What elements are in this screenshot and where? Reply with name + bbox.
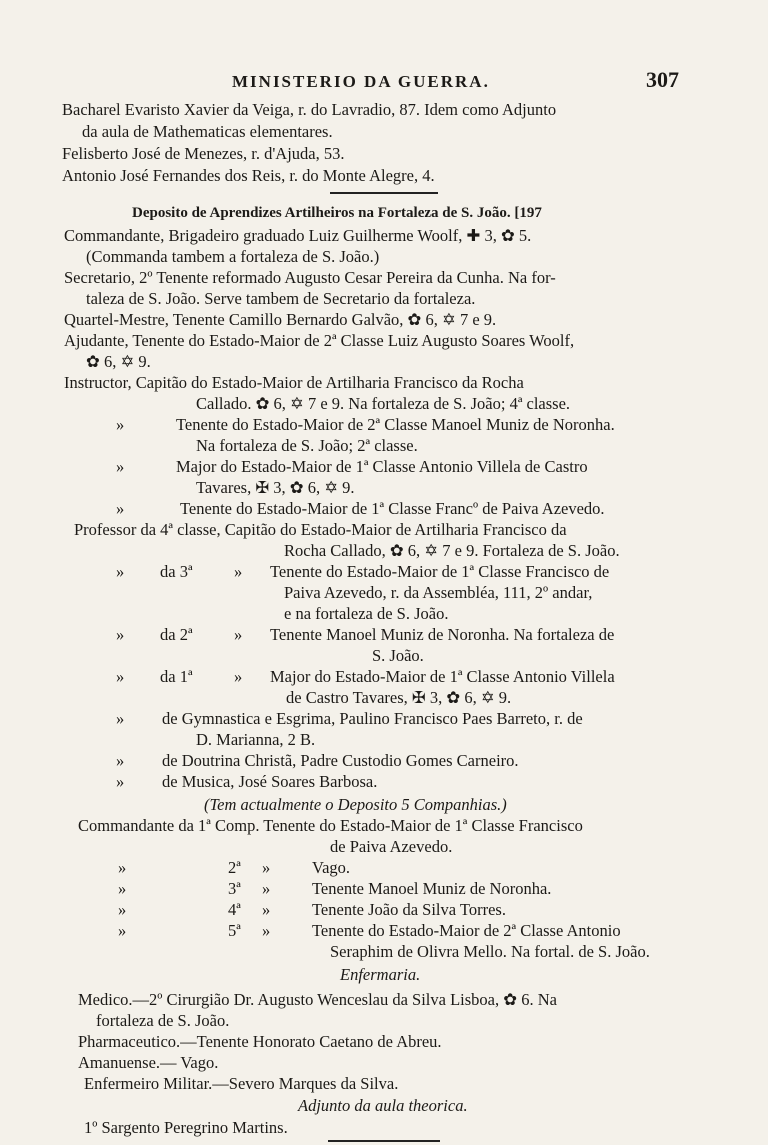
text-line: Rocha Callado, ✿ 6, ✡ 7 e 9. Fortaleza de S. João. [284,541,620,560]
section-heading: Deposito de Aprendizes Artilheiros na Fortaleza de S. João. [197 [132,205,542,221]
ditto-mark: » [234,562,243,581]
text-line: Enfermeiro Militar.—Severo Marques da Silva. [84,1074,399,1093]
text-line: Pharmaceutico.—Tenente Honorato Caetano de Abreu. [78,1032,442,1051]
text-line: ✿ 6, ✡ 9. [86,352,151,371]
text-line: fortaleza de S. João. [96,1011,230,1030]
text-line: de Musica, José Soares Barbosa. [162,772,378,791]
class-label: da 1ª [160,667,193,686]
company-label: 4ª [228,900,241,919]
page-header-title: MINISTERIO DA GUERRA. [232,72,490,91]
section-divider [330,192,438,194]
text-line: e na fortaleza de S. João. [284,604,449,623]
text-line: Seraphim de Olivra Mello. Na fortal. de S. João. [330,942,650,961]
text-line: Tenente Manoel Muniz de Noronha. [312,879,552,898]
ditto-mark: » [262,858,271,877]
text-line: Tenente do Estado-Maior de 2ª Classe Antonio [312,921,621,940]
text-line: Tenente do Estado-Maior de 1ª Classe Francº de Paiva Azevedo. [180,499,605,518]
page-number: 307 [646,67,679,92]
text-line: Tenente do Estado-Maior de 1ª Classe Francisco de [270,562,610,581]
text-line: de Castro Tavares, ✠ 3, ✿ 6, ✡ 9. [286,688,512,707]
text-line: Na fortaleza de S. João; 2ª classe. [196,436,418,455]
text-line: taleza de S. João. Serve tambem de Secretario da fortaleza. [86,289,476,308]
text-line: Quartel-Mestre, Tenente Camillo Bernardo Galvão, ✿ 6, ✡ 7 e 9. [64,310,497,329]
ditto-mark: » [262,879,271,898]
subsection-heading: Adjunto da aula theorica. [298,1096,468,1115]
text-line: Antonio José Fernandes dos Reis, r. do Monte Alegre, 4. [62,166,435,185]
text-line: de Doutrina Christã, Padre Custodio Gomes Carneiro. [162,751,519,770]
text-line: Professor da 4ª classe, Capitão do Estado-Maior de Artilharia Francisco da [74,520,567,539]
ditto-mark: » [116,751,125,770]
text-line: Commandante, Brigadeiro graduado Luiz Guilherme Woolf, ✚ 3, ✿ 5. [64,226,532,245]
text-line: S. João. [372,646,424,665]
ditto-mark: » [118,900,127,919]
text-line: Major do Estado-Maior de 1ª Classe Antonio Villela [270,667,615,686]
text-line: Callado. ✿ 6, ✡ 7 e 9. Na fortaleza de S. João; 4ª classe. [196,394,571,413]
ditto-mark: » [262,900,271,919]
text-line: Vago. [312,858,351,877]
text-line: Major do Estado-Maior de 1ª Classe Antonio Villela de Castro [176,457,588,476]
text-line: Medico.—2º Cirurgião Dr. Augusto Wenceslau da Silva Lisboa, ✿ 6. Na [78,990,557,1009]
ditto-mark: » [118,879,127,898]
class-label: da 3ª [160,562,193,581]
company-label: 5ª [228,921,241,940]
text-line: 1º Sargento Peregrino Martins. [84,1118,288,1137]
text-line: Tenente Manoel Muniz de Noronha. Na fortaleza de [270,625,615,644]
text-line: (Commanda tambem a fortaleza de S. João.) [86,247,380,266]
text-line: Felisberto José de Menezes, r. d'Ajuda, 53. [62,144,345,163]
ditto-mark: » [116,457,125,476]
ditto-mark: » [116,667,125,686]
ditto-mark: » [116,709,125,728]
ditto-mark: » [118,921,127,940]
ditto-mark: » [234,625,243,644]
text-line: Tenente do Estado-Maior de 2ª Classe Manoel Muniz de Noronha. [176,415,615,434]
text-line: (Tem actualmente o Deposito 5 Companhias.) [204,795,507,814]
subsection-heading: Enfermaria. [340,965,421,984]
text-line: Commandante da 1ª Comp. Tenente do Estado-Maior de 1ª Classe Francisco [78,816,583,835]
ditto-mark: » [116,562,125,581]
text-line: de Gymnastica e Esgrima, Paulino Francisco Paes Barreto, r. de [162,709,583,728]
ditto-mark: » [116,625,125,644]
ditto-mark: » [234,667,243,686]
footer-divider [328,1140,440,1142]
text-line: de Paiva Azevedo. [330,837,453,856]
ditto-mark: » [262,921,271,940]
text-line: Ajudante, Tenente do Estado-Maior de 2ª Classe Luiz Augusto Soares Woolf, [64,331,575,350]
text-line: Instructor, Capitão do Estado-Maior de Artilharia Francisco da Rocha [64,373,524,392]
ditto-mark: » [116,772,125,791]
text-line: Tenente João da Silva Torres. [312,900,506,919]
text-line: Amanuense.— Vago. [78,1053,219,1072]
company-label: 2ª [228,858,241,877]
text-line: D. Marianna, 2 B. [196,730,316,749]
text-line: Bacharel Evaristo Xavier da Veiga, r. do Lavradio, 87. Idem como Adjunto [62,100,557,119]
text-line: Secretario, 2º Tenente reformado Augusto Cesar Pereira da Cunha. Na for- [64,268,556,287]
ditto-mark: » [116,499,125,518]
text-line: da aula de Mathematicas elementares. [82,122,333,141]
class-label: da 2ª [160,625,193,644]
ditto-mark: » [116,415,125,434]
text-line: Paiva Azevedo, r. da Assembléa, 111, 2º andar, [284,583,593,602]
text-line: Tavares, ✠ 3, ✿ 6, ✡ 9. [196,478,355,497]
company-label: 3ª [228,879,241,898]
ditto-mark: » [118,858,127,877]
